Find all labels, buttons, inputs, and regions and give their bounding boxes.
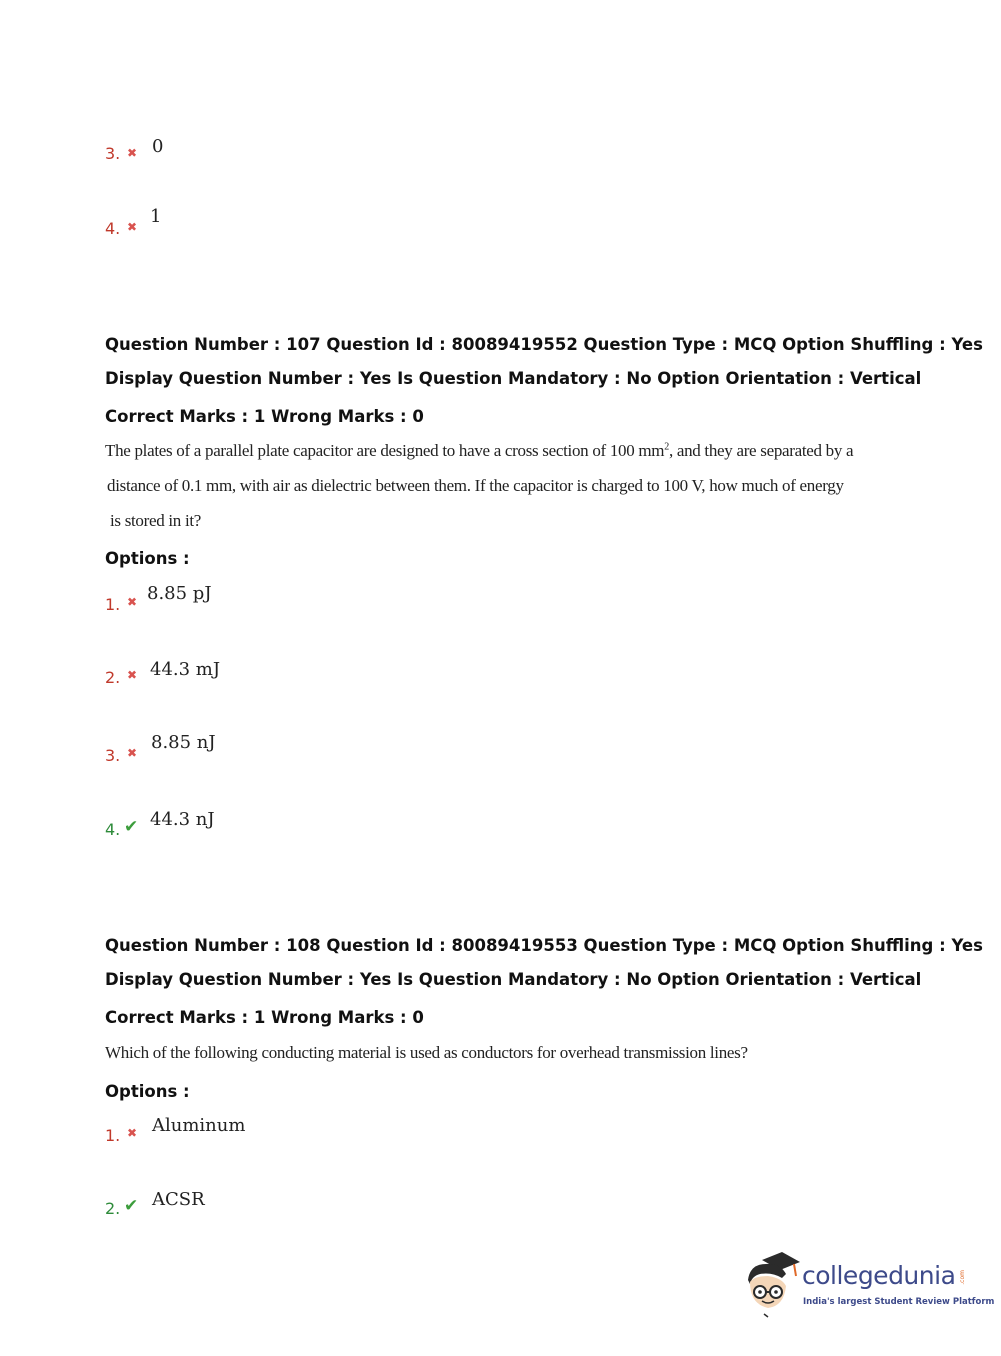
correct-check-icon: ✔ (124, 1196, 139, 1216)
wrong-mark-icon: ✖ (127, 146, 138, 160)
question-text-line: is stored in it? (110, 511, 202, 530)
wrong-mark-icon: ✖ (127, 746, 138, 760)
question-text-line: distance of 0.1 mm, with air as dielectric between them. If the capacitor is charged to 100 V, how much of energy (107, 476, 844, 495)
correct-check-icon: ✔ (124, 817, 139, 837)
option-number: 1. (105, 1126, 121, 1145)
option-number: 3. (105, 746, 121, 765)
question-meta-line: Question Number : 108 Question Id : 80089419553 Question Type : MCQ Option Shuffling : Yes (105, 936, 983, 955)
option-number: 1. (105, 595, 121, 614)
question-meta-line: Question Number : 107 Question Id : 80089419552 Question Type : MCQ Option Shuffling : Yes (105, 335, 983, 354)
option-text: 1 (150, 206, 162, 227)
question-meta-line: Display Question Number : Yes Is Question Mandatory : No Option Orientation : Vertical (105, 369, 922, 388)
logo-suffix: .com (959, 1270, 966, 1285)
option-number: 4. (105, 820, 121, 839)
option-text: Aluminum (152, 1115, 246, 1136)
option-number: 2. (105, 668, 121, 687)
question-meta-line: Display Question Number : Yes Is Question Mandatory : No Option Orientation : Vertical (105, 970, 922, 989)
wrong-mark-icon: ✖ (127, 220, 138, 234)
option-number: 2. (105, 1199, 121, 1218)
mascot-icon (742, 1250, 802, 1320)
options-label: Options : (105, 1082, 190, 1101)
option-text: ACSR (152, 1189, 205, 1210)
wrong-mark-icon: ✖ (127, 595, 138, 609)
collegedunia-logo (742, 1250, 995, 1320)
wrong-mark-icon: ✖ (127, 1126, 138, 1140)
option-text: 8.85 nJ (151, 732, 216, 753)
option-number: 4. (105, 219, 121, 238)
option-text: 8.85 pJ (147, 583, 212, 604)
options-label: Options : (105, 549, 190, 568)
option-number: 3. (105, 144, 121, 163)
question-marks-line: Correct Marks : 1 Wrong Marks : 0 (105, 1008, 424, 1027)
logo-wordmark: collegedunia (802, 1261, 956, 1290)
logo-tagline: India's largest Student Review Platform (803, 1297, 995, 1307)
question-text-line: The plates of a parallel plate capacitor are designed to have a cross section of 100 $mm^2$, and they are separated by a (105, 441, 854, 460)
option-text: 44.3 nJ (150, 809, 215, 830)
option-text: 44.3 mJ (150, 659, 221, 680)
question-text-line: Which of the following conducting material is used as conductors for overhead transmission lines? (105, 1043, 748, 1062)
wrong-mark-icon: ✖ (127, 668, 138, 682)
question-marks-line: Correct Marks : 1 Wrong Marks : 0 (105, 407, 424, 426)
option-text: 0 (152, 136, 164, 157)
